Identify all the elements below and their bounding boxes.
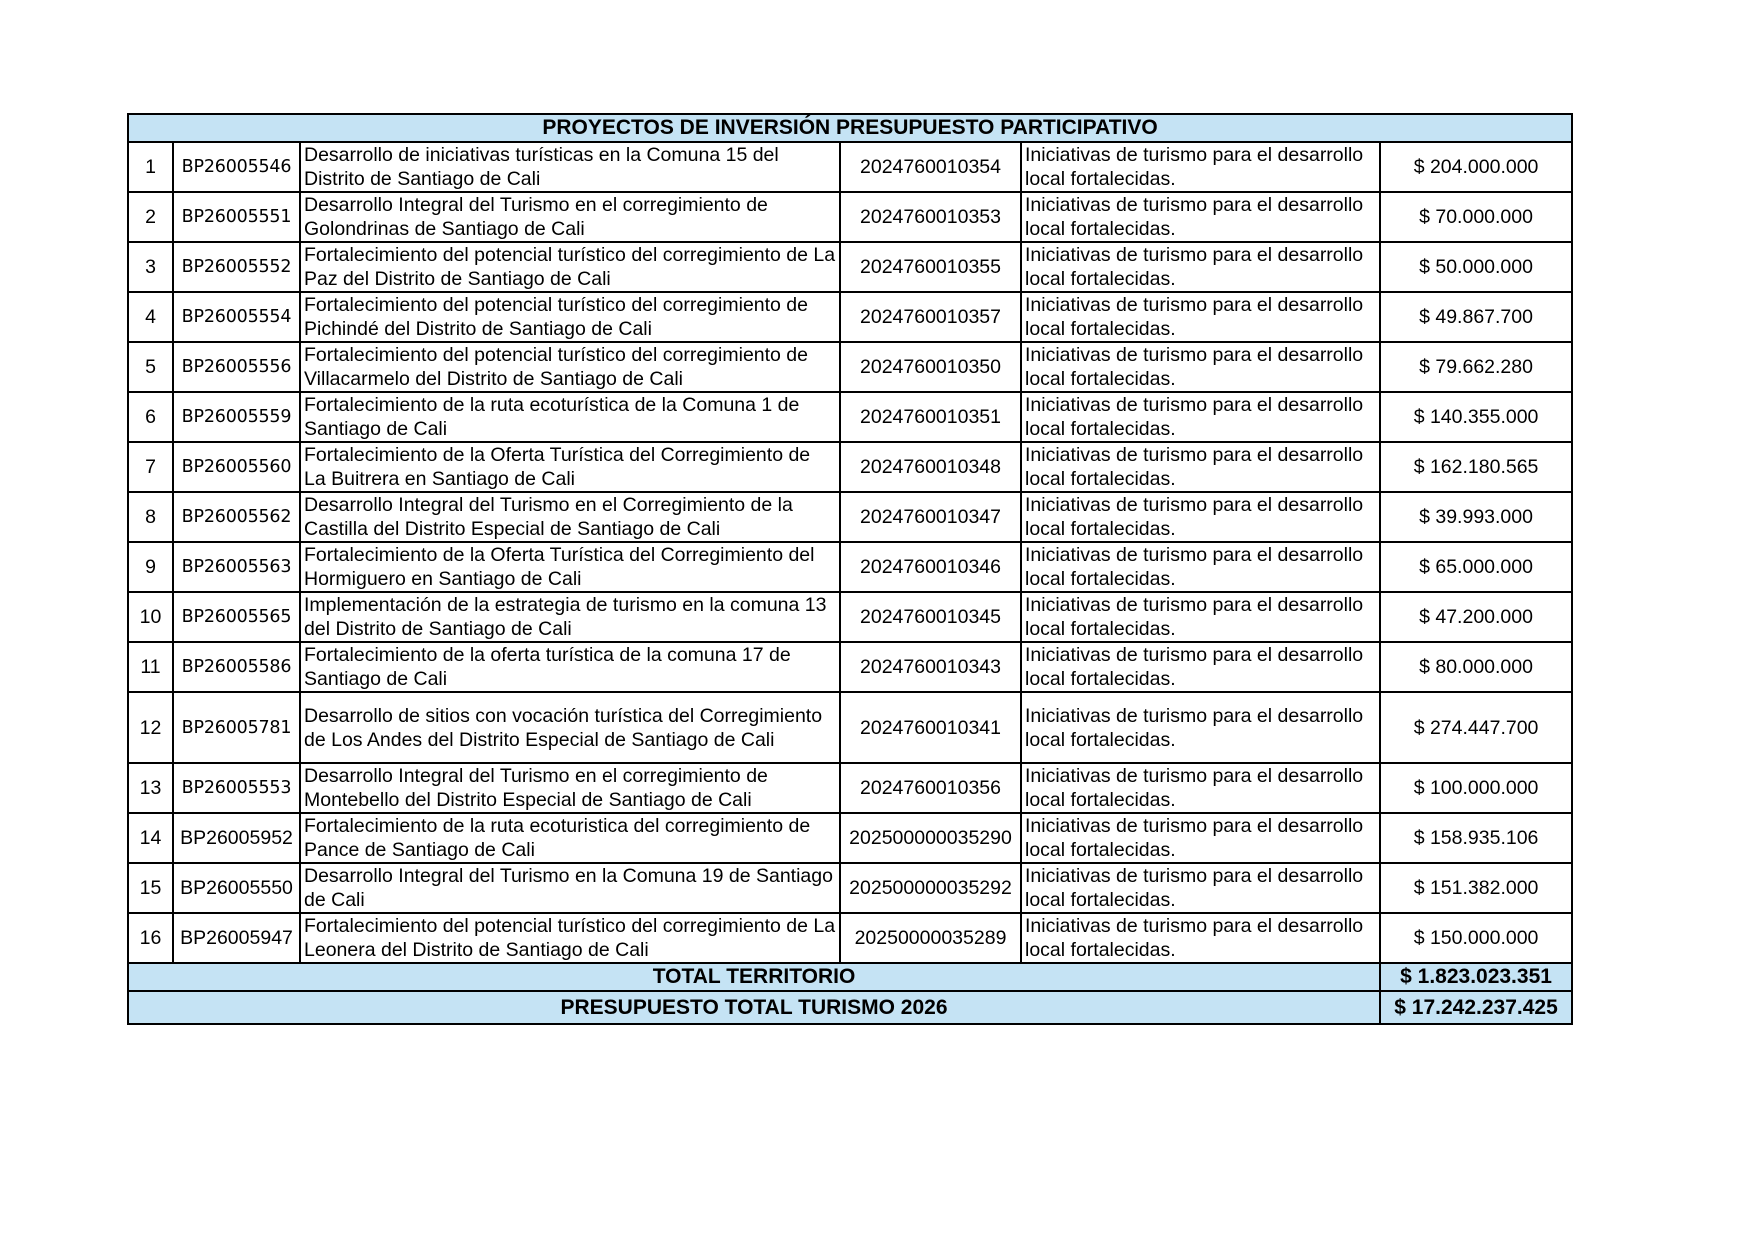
row-number: 13: [128, 763, 173, 813]
project-goal: Iniciativas de turismo para el desarrollo local fortalecidas.: [1021, 442, 1380, 492]
table-row: [128, 142, 1572, 192]
project-code: BP26005559: [173, 392, 300, 442]
bpin-code: 2024760010343: [840, 642, 1021, 692]
project-name: Fortalecimiento del potencial turístico del corregimiento de Villacarmelo del Distrito de Santiago de Cali: [300, 342, 840, 392]
project-code: BP26005556: [173, 342, 300, 392]
project-code: BP26005562: [173, 492, 300, 542]
row-number: 11: [128, 642, 173, 692]
project-amount: $ 162.180.565: [1380, 442, 1572, 492]
row-number: 12: [128, 692, 173, 763]
row-number: 6: [128, 392, 173, 442]
project-goal: Iniciativas de turismo para el desarrollo local fortalecidas.: [1021, 642, 1380, 692]
project-name: Desarrollo Integral del Turismo en la Comuna 19 de Santiago de Cali: [300, 863, 840, 913]
table-row: [128, 492, 1572, 542]
row-number: 7: [128, 442, 173, 492]
project-name: Fortalecimiento de la Oferta Turística del Corregimiento de La Buitrera en Santiago de Cali: [300, 442, 840, 492]
project-code: BP26005563: [173, 542, 300, 592]
project-amount: $ 79.662.280: [1380, 342, 1572, 392]
project-goal: Iniciativas de turismo para el desarrollo local fortalecidas.: [1021, 692, 1380, 763]
row-number: 15: [128, 863, 173, 913]
table-row: [128, 813, 1572, 863]
row-number: 4: [128, 292, 173, 342]
project-code: BP26005560: [173, 442, 300, 492]
project-name: Desarrollo de sitios con vocación turística del Corregimiento de Los Andes del Distrito Especial de Santiago de Cali: [300, 692, 840, 763]
total-territorio-row: [128, 963, 1572, 991]
project-amount: $ 100.000.000: [1380, 763, 1572, 813]
project-amount: $ 140.355.000: [1380, 392, 1572, 442]
bpin-code: 2024760010348: [840, 442, 1021, 492]
presupuesto-total-row: [128, 991, 1572, 1024]
project-goal: Iniciativas de turismo para el desarrollo local fortalecidas.: [1021, 592, 1380, 642]
table-row: [128, 392, 1572, 442]
bpin-code: 2024760010356: [840, 763, 1021, 813]
project-name: Implementación de la estrategia de turismo en la comuna 13 del Distrito de Santiago de Cali: [300, 592, 840, 642]
table-row: [128, 342, 1572, 392]
bpin-code: 2024760010351: [840, 392, 1021, 442]
bpin-code: 2024760010350: [840, 342, 1021, 392]
project-goal: Iniciativas de turismo para el desarrollo local fortalecidas.: [1021, 242, 1380, 292]
table-row: [128, 913, 1572, 963]
bpin-code: 2024760010353: [840, 192, 1021, 242]
bpin-code: 2024760010357: [840, 292, 1021, 342]
project-amount: $ 80.000.000: [1380, 642, 1572, 692]
bpin-code: 2024760010354: [840, 142, 1021, 192]
project-goal: Iniciativas de turismo para el desarrollo local fortalecidas.: [1021, 342, 1380, 392]
row-number: 14: [128, 813, 173, 863]
project-amount: $ 151.382.000: [1380, 863, 1572, 913]
table-row: [128, 192, 1572, 242]
bpin-code: 2024760010341: [840, 692, 1021, 763]
project-code: BP26005553: [173, 763, 300, 813]
project-goal: Iniciativas de turismo para el desarrollo local fortalecidas.: [1021, 913, 1380, 963]
total-territorio-label: TOTAL TERRITORIO: [128, 963, 1380, 991]
bpin-code: 2024760010346: [840, 542, 1021, 592]
table-title: PROYECTOS DE INVERSIÓN PRESUPUESTO PARTICIPATIVO: [128, 114, 1572, 142]
project-goal: Iniciativas de turismo para el desarrollo local fortalecidas.: [1021, 492, 1380, 542]
project-amount: $ 204.000.000: [1380, 142, 1572, 192]
project-amount: $ 50.000.000: [1380, 242, 1572, 292]
project-name: Desarrollo Integral del Turismo en el corregimiento de Golondrinas de Santiago de Cali: [300, 192, 840, 242]
project-name: Fortalecimiento del potencial turístico del corregimiento de Pichindé del Distrito de Santiago de Cali: [300, 292, 840, 342]
bpin-code: 202500000035290: [840, 813, 1021, 863]
project-goal: Iniciativas de turismo para el desarrollo local fortalecidas.: [1021, 863, 1380, 913]
presupuesto-total-value: $ 17.242.237.425: [1380, 991, 1572, 1024]
table-row: [128, 242, 1572, 292]
project-name: Desarrollo de iniciativas turísticas en la Comuna 15 del Distrito de Santiago de Cali: [300, 142, 840, 192]
table-row: [128, 292, 1572, 342]
project-amount: $ 47.200.000: [1380, 592, 1572, 642]
table-row: [128, 592, 1572, 642]
table-title-row: [128, 114, 1572, 142]
table-row: [128, 542, 1572, 592]
project-goal: Iniciativas de turismo para el desarrollo local fortalecidas.: [1021, 392, 1380, 442]
project-name: Fortalecimiento de la ruta ecoturística de la Comuna 1 de Santiago de Cali: [300, 392, 840, 442]
project-goal: Iniciativas de turismo para el desarrollo local fortalecidas.: [1021, 142, 1380, 192]
project-name: Fortalecimiento de la Oferta Turística del Corregimiento del Hormiguero en Santiago de Cali: [300, 542, 840, 592]
project-amount: $ 274.447.700: [1380, 692, 1572, 763]
bpin-code: 2024760010345: [840, 592, 1021, 642]
project-amount: $ 39.993.000: [1380, 492, 1572, 542]
table-row: [128, 863, 1572, 913]
total-territorio-value: $ 1.823.023.351: [1380, 963, 1572, 991]
project-goal: Iniciativas de turismo para el desarrollo local fortalecidas.: [1021, 763, 1380, 813]
project-amount: $ 49.867.700: [1380, 292, 1572, 342]
project-code: BP26005546: [173, 142, 300, 192]
project-name: Fortalecimiento del potencial turístico del corregimiento de La Leonera del Distrito de Santiago de Cali: [300, 913, 840, 963]
project-name: Fortalecimiento de la oferta turística de la comuna 17 de Santiago de Cali: [300, 642, 840, 692]
project-goal: Iniciativas de turismo para el desarrollo local fortalecidas.: [1021, 813, 1380, 863]
project-code: BP26005565: [173, 592, 300, 642]
row-number: 2: [128, 192, 173, 242]
table-row: [128, 442, 1572, 492]
row-number: 1: [128, 142, 173, 192]
bpin-code: 2024760010347: [840, 492, 1021, 542]
table-row: [128, 692, 1572, 763]
project-goal: Iniciativas de turismo para el desarrollo local fortalecidas.: [1021, 292, 1380, 342]
project-amount: $ 158.935.106: [1380, 813, 1572, 863]
project-code: BP26005554: [173, 292, 300, 342]
project-code: BP26005552: [173, 242, 300, 292]
project-name: Desarrollo Integral del Turismo en el corregimiento de Montebello del Distrito Especial de Santiago de Cali: [300, 763, 840, 813]
project-amount: $ 70.000.000: [1380, 192, 1572, 242]
bpin-code: 20250000035289: [840, 913, 1021, 963]
project-amount: $ 65.000.000: [1380, 542, 1572, 592]
budget-table: [127, 113, 1573, 1025]
bpin-code: 2024760010355: [840, 242, 1021, 292]
row-number: 8: [128, 492, 173, 542]
row-number: 9: [128, 542, 173, 592]
project-code: BP26005551: [173, 192, 300, 242]
presupuesto-total-label: PRESUPUESTO TOTAL TURISMO 2026: [128, 991, 1380, 1024]
table-row: [128, 642, 1572, 692]
table-row: [128, 763, 1572, 813]
row-number: 16: [128, 913, 173, 963]
project-goal: Iniciativas de turismo para el desarrollo local fortalecidas.: [1021, 192, 1380, 242]
row-number: 10: [128, 592, 173, 642]
project-code: BP26005586: [173, 642, 300, 692]
project-amount: $ 150.000.000: [1380, 913, 1572, 963]
project-code: BP26005952: [173, 813, 300, 863]
row-number: 5: [128, 342, 173, 392]
project-name: Desarrollo Integral del Turismo en el Corregimiento de la Castilla del Distrito Especial de Santiago de Cali: [300, 492, 840, 542]
project-name: Fortalecimiento de la ruta ecoturistica del corregimiento de Pance de Santiago de Cali: [300, 813, 840, 863]
project-code: BP26005550: [173, 863, 300, 913]
project-code: BP26005781: [173, 692, 300, 763]
project-goal: Iniciativas de turismo para el desarrollo local fortalecidas.: [1021, 542, 1380, 592]
bpin-code: 202500000035292: [840, 863, 1021, 913]
project-name: Fortalecimiento del potencial turístico del corregimiento de La Paz del Distrito de Santiago de Cali: [300, 242, 840, 292]
row-number: 3: [128, 242, 173, 292]
project-code: BP26005947: [173, 913, 300, 963]
table-body: [128, 114, 1572, 1024]
